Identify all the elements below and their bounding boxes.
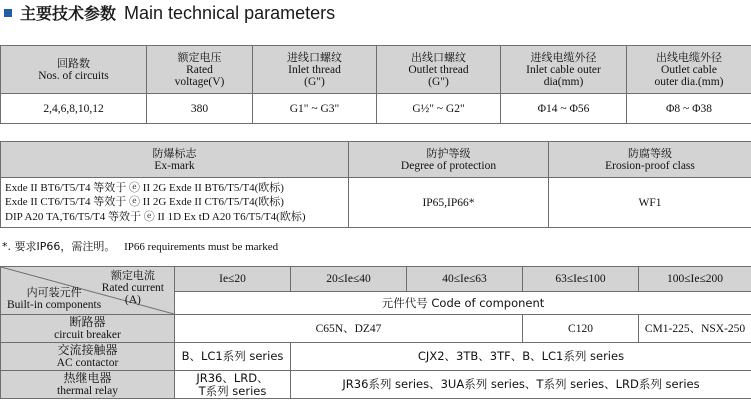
header-outlet-thread: 出线口螺纹 Outlet thread (G") — [377, 46, 501, 94]
value-inlet-thread: G1" ~ G3" — [253, 94, 377, 124]
heading-cn: 主要技术参数 — [20, 3, 117, 23]
ie-range: 100≤Ie≤200 — [639, 267, 751, 292]
parameters-table — [0, 45, 751, 124]
breaker-models: C65N、DZ47 — [175, 315, 523, 343]
row-label-thermal-relay: 热继电器 thermal relay — [1, 371, 175, 399]
header-circuits: 回路数 Nos. of circuits — [1, 46, 147, 94]
relay-models: JR36系列 series、3UA系列 series、T系列 series、LRD系列 series — [291, 371, 751, 399]
section-heading — [4, 2, 335, 24]
note-en: IP66 requirements must be marked — [124, 241, 279, 253]
value-protection: IP65,IP66* — [349, 178, 549, 228]
value-outlet-thread: G½" ~ G2" — [377, 94, 501, 124]
rated-current-label: 额定电流 Rated current (A) — [101, 269, 164, 306]
row-label-ac-contactor: 交流接触器 AC contactor — [1, 343, 175, 371]
corner-cell — [1, 267, 175, 315]
relay-models: JR36、LRD、 T系列 series — [175, 371, 291, 399]
header-protection: 防护等级 Degree of protection — [349, 142, 549, 178]
heading-marker-icon — [4, 9, 12, 17]
breaker-models: C120 — [523, 315, 639, 343]
row-label-circuit-breaker: 断路器 circuit breaker — [1, 315, 175, 343]
header-inlet-cable: 进线电缆外径 Inlet cable outer dia(mm) — [501, 46, 627, 94]
header-inlet-thread: 进线口螺纹 Inlet thread (G") — [253, 46, 377, 94]
components-table — [0, 266, 751, 399]
ie-range: 63≤Ie≤100 — [523, 267, 639, 292]
built-in-label: 内可装元件 Built-in components — [7, 286, 102, 311]
contactor-models: CJX2、3TB、3TF、B、LC1系列 series — [291, 343, 751, 371]
code-of-component: 元件代号 Code of component — [175, 292, 751, 315]
header-exmark: 防爆标志 Ex-mark — [1, 142, 349, 178]
note-cn: *. 要求IP66，需注明。 — [2, 240, 116, 253]
ip66-note — [2, 238, 278, 254]
exmark-table — [0, 141, 751, 228]
breaker-models: CM1-225、NSX-250 — [639, 315, 751, 343]
ie-range: Ie≤20 — [175, 267, 291, 292]
contactor-models: B、LC1系列 series — [175, 343, 291, 371]
exmark-list — [1, 178, 349, 228]
exmark-line: Exde II CT6/T5/T4 等效于 ⓔ II 2G Exde II CT6/T5/T4(欧标) — [5, 196, 284, 209]
value-circuits: 2,4,6,8,10,12 — [1, 94, 147, 124]
value-outlet-cable: Φ8 ~ Φ38 — [627, 94, 751, 124]
ie-range: 40≤Ie≤63 — [407, 267, 523, 292]
ie-range: 20≤Ie≤40 — [291, 267, 407, 292]
value-inlet-cable: Φ14 ~ Φ56 — [501, 94, 627, 124]
exmark-line: DIP A20 TA,T6/T5/T4 等效于 ⓔ II 1D Ex tD A20 T6/T5/T4(欧标) — [5, 210, 306, 223]
exmark-line: Exde II BT6/T5/T4 等效于 ⓔ II 2G Exde II BT6/T5/T4(欧标) — [5, 181, 284, 194]
header-voltage: 额定电压 Rated voltage(V) — [147, 46, 253, 94]
header-erosion: 防腐等级 Erosion-proof class — [549, 142, 751, 178]
value-voltage: 380 — [147, 94, 253, 124]
value-erosion: WF1 — [549, 178, 751, 228]
header-outlet-cable: 出线电缆外径 Outlet cable outer dia.(mm) — [627, 46, 751, 94]
heading-en: Main technical parameters — [124, 3, 336, 23]
